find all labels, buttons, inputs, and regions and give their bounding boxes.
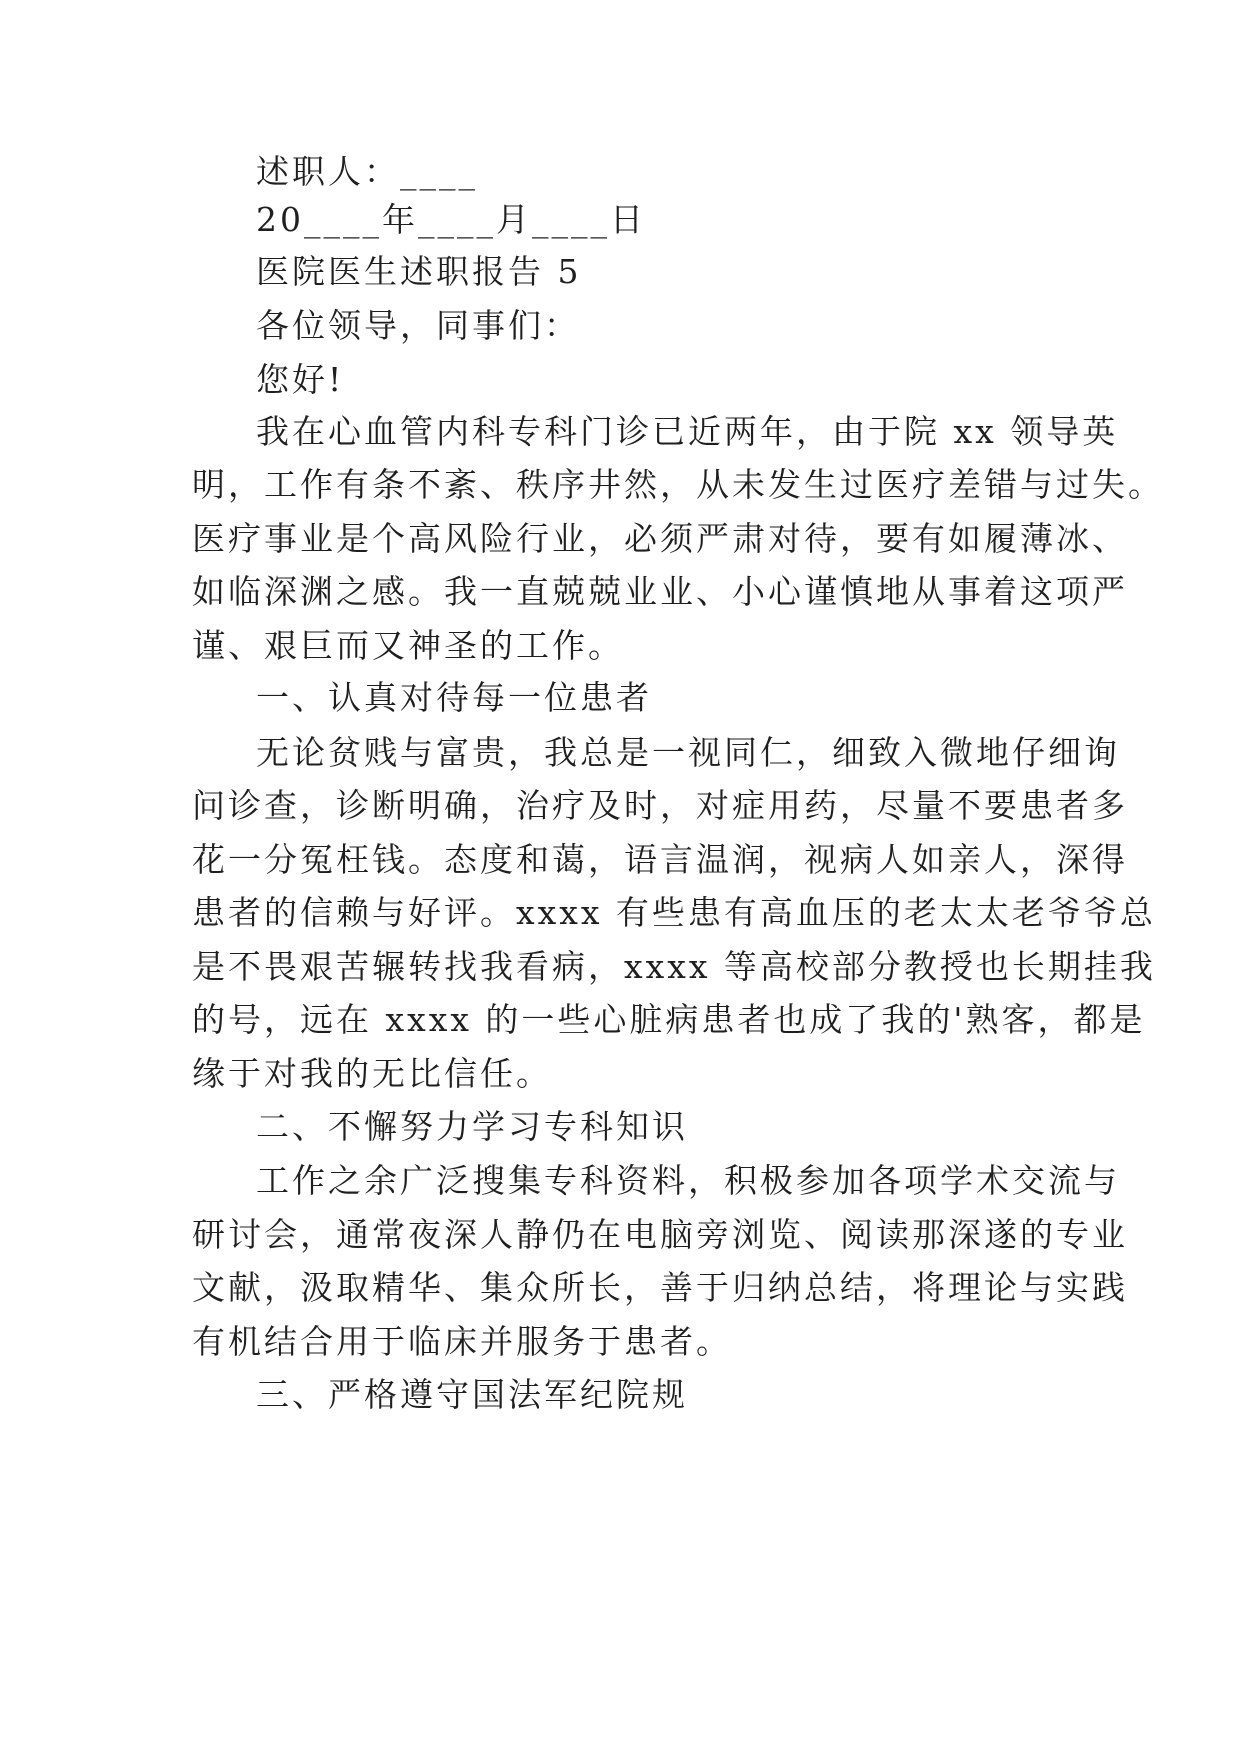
greeting: 您好!	[256, 360, 345, 399]
signer-line: 述职人：____	[256, 152, 478, 191]
paragraph-line: 研讨会，通常夜深人静仍在电脑旁浏览、阅读那深遂的专业	[192, 1215, 1128, 1254]
paragraph-line: 无论贫贱与富贵，我总是一视同仁，细致入微地仔细询	[256, 733, 1120, 772]
paragraph-line: 缘于对我的无比信任。	[192, 1054, 552, 1093]
paragraph-line: 工作之余广泛搜集专科资料，积极参加各项学术交流与	[256, 1161, 1120, 1200]
date-line: 20____年____月____日	[256, 200, 646, 239]
paragraph-line: 花一分冤枉钱。态度和蔼，语言温润，视病人如亲人，深得	[192, 840, 1128, 879]
document-title: 医院医生述职报告 5	[256, 252, 582, 291]
section-heading: 一、认真对待每一位患者	[256, 678, 652, 717]
paragraph-line: 是不畏艰苦辗转找我看病，xxxx 等高校部分教授也长期挂我	[192, 947, 1156, 986]
paragraph-line: 我在心血管内科专科门诊已近两年，由于院 xx 领导英	[256, 412, 1119, 451]
paragraph-line: 明，工作有条不紊、秩序井然，从未发生过医疗差错与过失。	[192, 465, 1164, 504]
salutation: 各位领导，同事们：	[256, 306, 580, 345]
paragraph-line: 的号，远在 xxxx 的一些心脏病患者也成了我的'熟客，都是	[192, 1000, 1146, 1039]
paragraph-line: 如临深渊之感。我一直兢兢业业、小心谨慎地从事着这项严	[192, 572, 1128, 611]
paragraph-line: 谨、艰巨而又神圣的工作。	[192, 626, 624, 665]
paragraph-line: 文献，汲取精华、集众所长，善于归纳总结，将理论与实践	[192, 1268, 1128, 1307]
paragraph-line: 医疗事业是个高风险行业，必须严肃对待，要有如履薄冰、	[192, 519, 1128, 558]
paragraph-line: 问诊查，诊断明确，治疗及时，对症用药，尽量不要患者多	[192, 786, 1128, 825]
paragraph-line: 有机结合用于临床并服务于患者。	[192, 1322, 732, 1361]
section-heading: 三、严格遵守国法军纪院规	[256, 1375, 688, 1414]
section-heading: 二、不懈努力学习专科知识	[256, 1107, 688, 1146]
paragraph-line: 患者的信赖与好评。xxxx 有些患有高血压的老太太老爷爷总	[192, 893, 1156, 932]
